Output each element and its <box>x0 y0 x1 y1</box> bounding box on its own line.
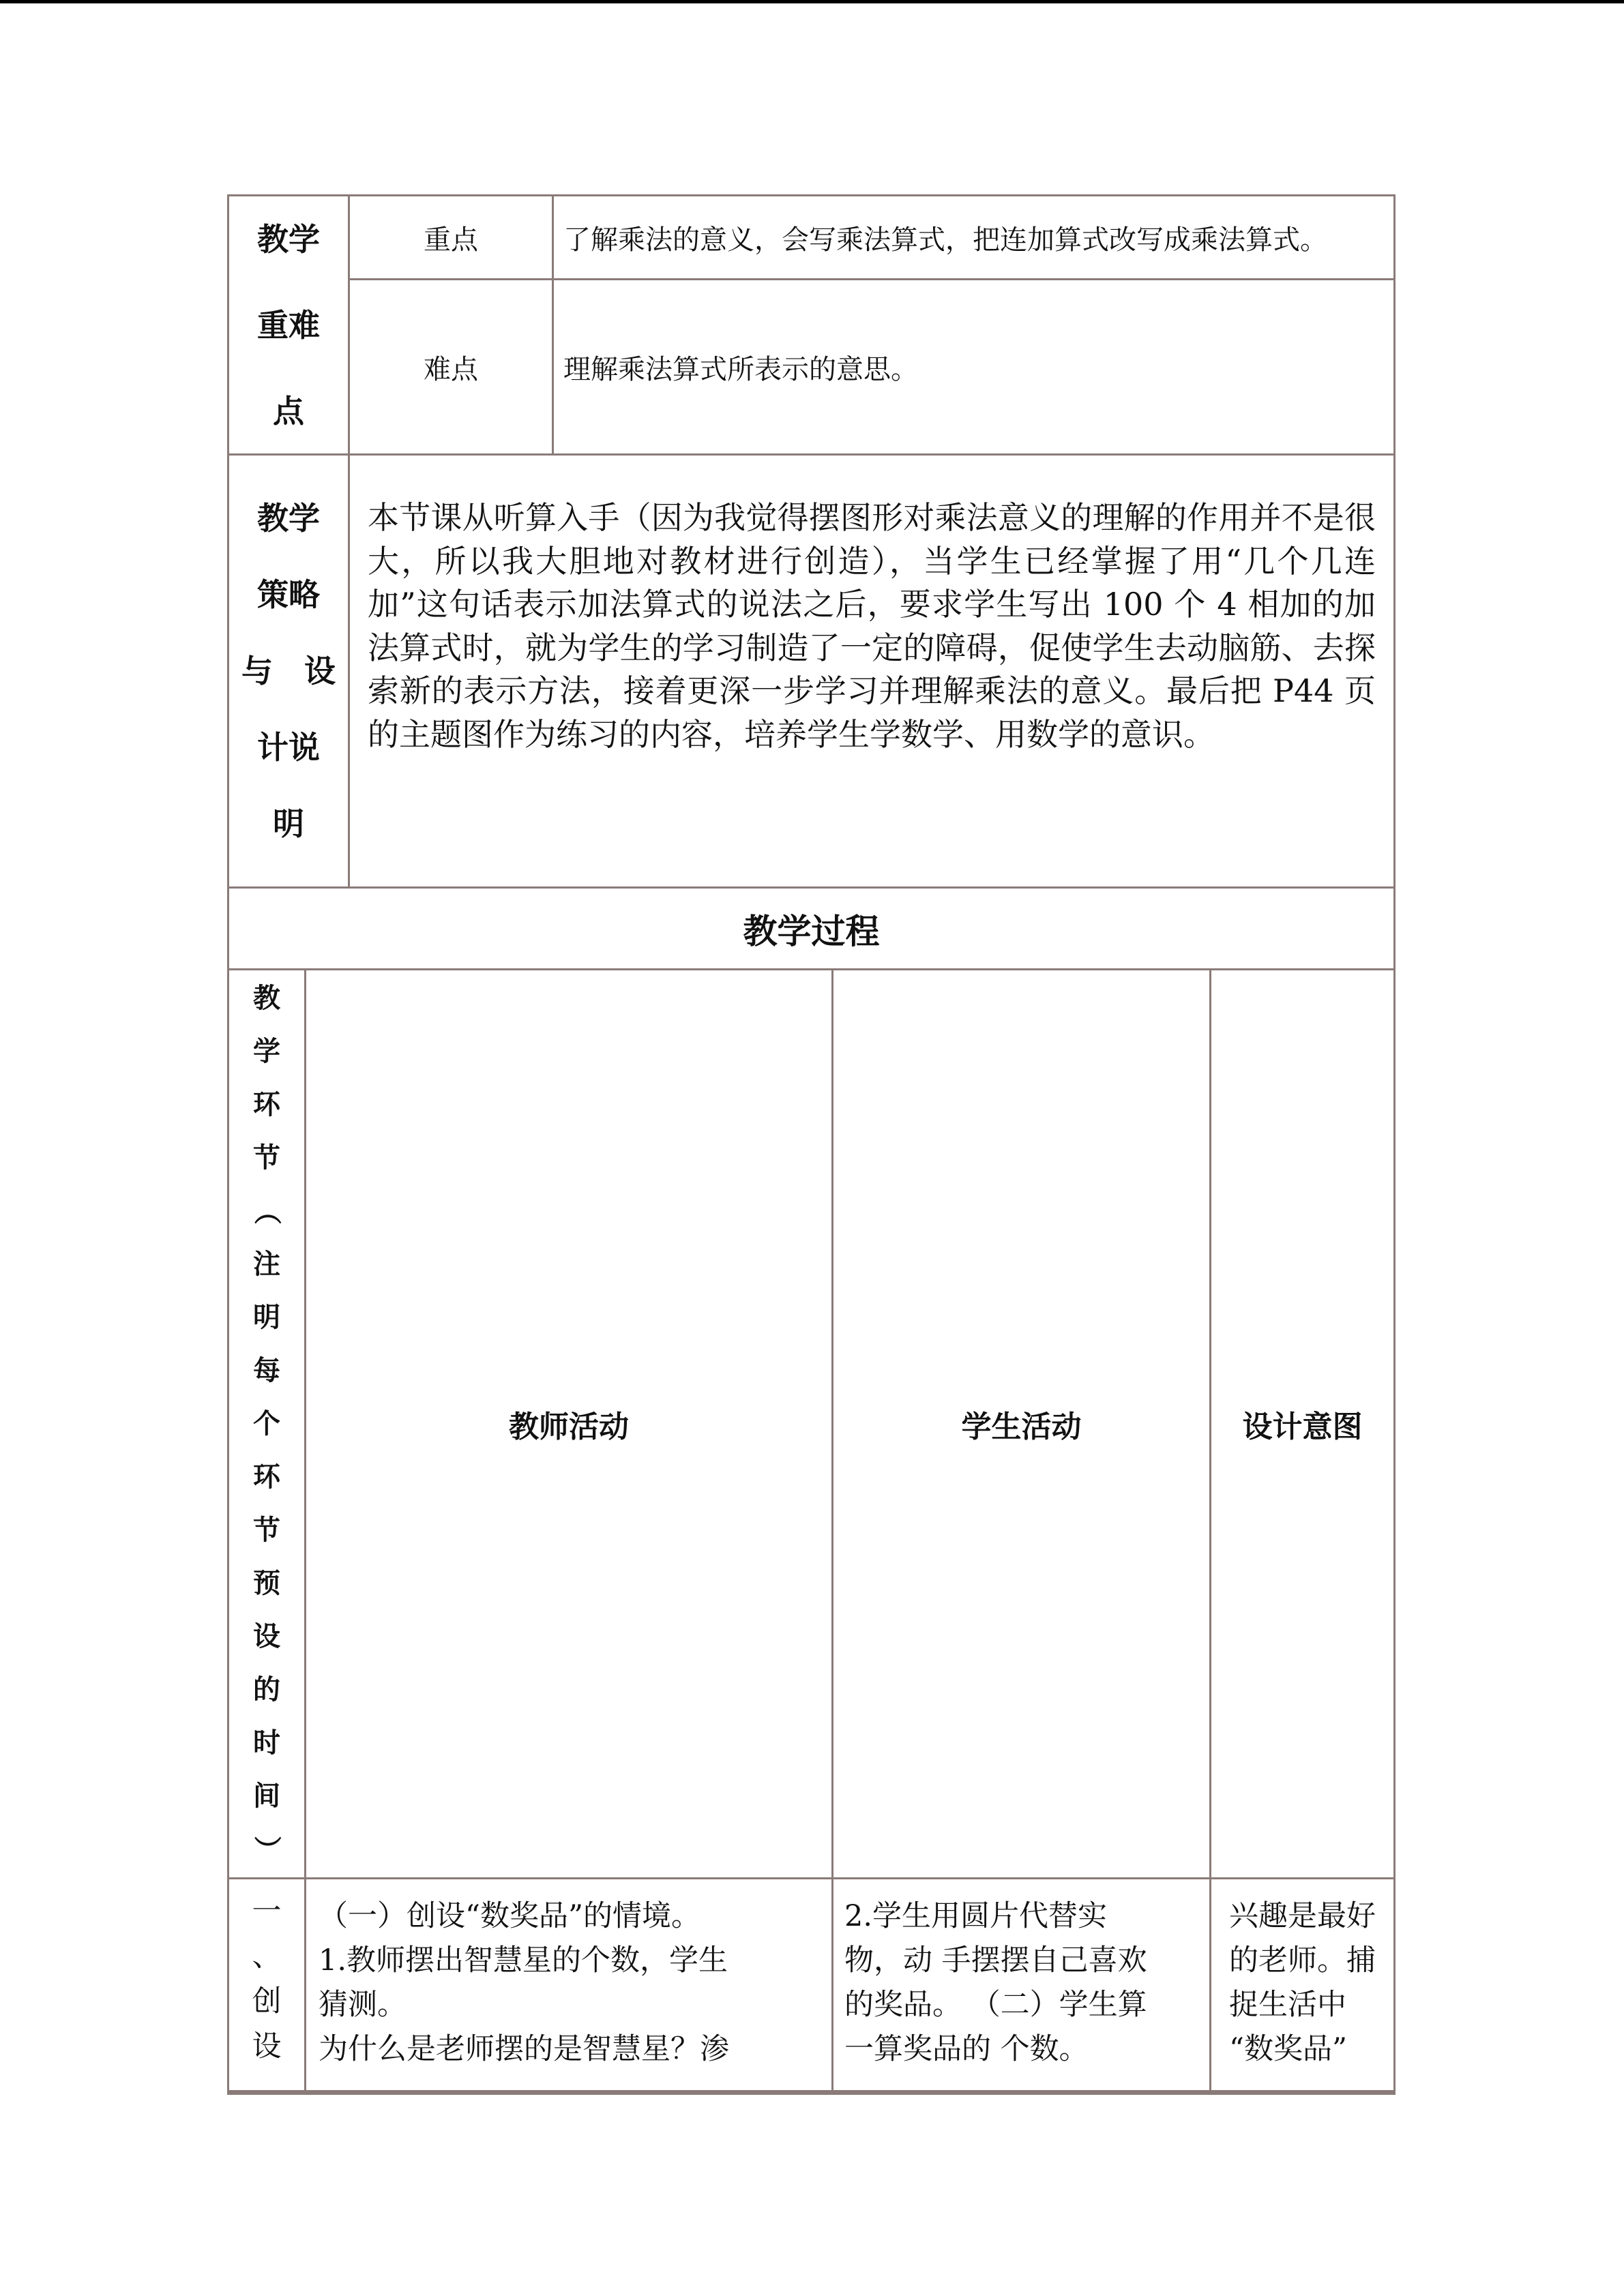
text-line: 教学 <box>257 220 320 258</box>
text-line: 2.学生用圆片代替实 <box>844 1899 1108 1933</box>
text-line: 、 <box>252 1939 282 1973</box>
strategy-content-cell <box>348 453 1396 889</box>
difficulty-content-cell <box>552 278 1396 456</box>
text-line: 的 <box>253 1673 280 1705</box>
emphasis-content-cell <box>552 194 1396 280</box>
process-title: 教学过程 <box>743 910 880 951</box>
text-line: 为什么是老师摆的是智慧星？渗 <box>319 2032 729 2066</box>
student-column-header: 学生活动 <box>961 1410 1082 1444</box>
difficulty-label: 难点 <box>424 353 478 385</box>
text-line: 学 <box>253 1035 280 1067</box>
text-line: 1.教师摆出智慧星的个数，学生 <box>319 1943 728 1978</box>
text-line: 创 <box>252 1984 282 2018</box>
student-activity-cell <box>831 1877 1211 2095</box>
strategy-header-cell <box>227 453 350 889</box>
text-line: 一 <box>252 1894 282 1928</box>
text-line: 每 <box>253 1354 280 1386</box>
difficulty-content: 理解乘法算式所表示的意思。 <box>563 353 918 385</box>
text-line: 注 <box>253 1248 280 1280</box>
teacher-column-header-cell <box>304 968 833 1879</box>
text-line: 时 <box>253 1727 280 1759</box>
text-line: 重难 <box>257 306 320 344</box>
student-column-header-cell <box>831 968 1211 1879</box>
text-line: 策略 <box>257 576 320 613</box>
emphasis-label-cell <box>348 194 554 280</box>
text-line: 节 <box>253 1514 280 1546</box>
text-line: 计说 <box>257 729 320 766</box>
text-line: 捉生活中 <box>1229 1988 1346 2022</box>
text-line: 一算奖品的 个数。 <box>844 2032 1089 2066</box>
text-line: 与 设 <box>241 653 336 689</box>
intent-column-header-cell <box>1209 968 1396 1879</box>
difficulty-label-cell <box>348 278 554 456</box>
process-title-cell <box>227 886 1396 970</box>
text-line: 环 <box>253 1088 280 1120</box>
text-line: 节 <box>253 1142 280 1174</box>
text-line: 物，动 手摆摆自己喜欢 <box>844 1943 1147 1978</box>
screenshot-top-edge <box>0 0 1624 3</box>
text-line: 设 <box>253 1620 280 1652</box>
text-line: 点 <box>273 392 304 430</box>
text-line: 个 <box>253 1407 280 1440</box>
text-line: 兴趣是最好 <box>1229 1899 1376 1933</box>
key-points-header-cell <box>227 194 350 456</box>
text-line: 明 <box>273 805 304 842</box>
teacher-activity-cell <box>304 1877 833 2095</box>
text-line: 环 <box>253 1461 280 1493</box>
text-line: 猜测。 <box>319 1988 407 2022</box>
strategy-paragraph: 本节课从听算入手（因为我觉得摆图形对乘法意义的理解的作用并不是很大，所以我大胆地对教材进行创造），当学生已经掌握了用“几个几连加”这句话表示加法算式的说法之后，要求学生写出 100 个 4 相加的加法算式时，就为学生的学习制造了一定的障碍，促使学生去动脑筋、去探索新的表示方法，接着更深一步学习并理解乘法的意义。最后把 P44 页的主题图作为练习的内容，培养学生学数学、用数学的意识。 <box>368 499 1376 753</box>
text-line: （一）创设“数奖品”的情境。 <box>319 1899 700 1933</box>
emphasis-label: 重点 <box>424 224 478 256</box>
stage-cell <box>227 1877 306 2095</box>
text-line: 的老师。捕 <box>1229 1943 1376 1978</box>
text-line: 间 <box>253 1780 280 1812</box>
text-line: “数奖品” <box>1229 2032 1347 2066</box>
text-line: 的奖品。 （二）学生算 <box>844 1988 1147 2022</box>
text-line: ） <box>251 1836 283 1863</box>
intent-column-header: 设计意图 <box>1242 1410 1363 1444</box>
design-intent-cell <box>1209 1877 1396 2095</box>
text-line: 预 <box>253 1567 280 1599</box>
text-line: （ <box>251 1197 283 1225</box>
emphasis-content: 了解乘法的意义，会写乘法算式，把连加算式改写成乘法算式。 <box>563 224 1327 256</box>
teacher-column-header: 教师活动 <box>509 1410 629 1444</box>
text-line: 设 <box>252 2029 282 2063</box>
stage-column-header-cell <box>227 968 306 1879</box>
text-line: 教 <box>253 982 280 1014</box>
text-line: 明 <box>253 1301 280 1333</box>
text-line: 教学 <box>257 500 320 537</box>
